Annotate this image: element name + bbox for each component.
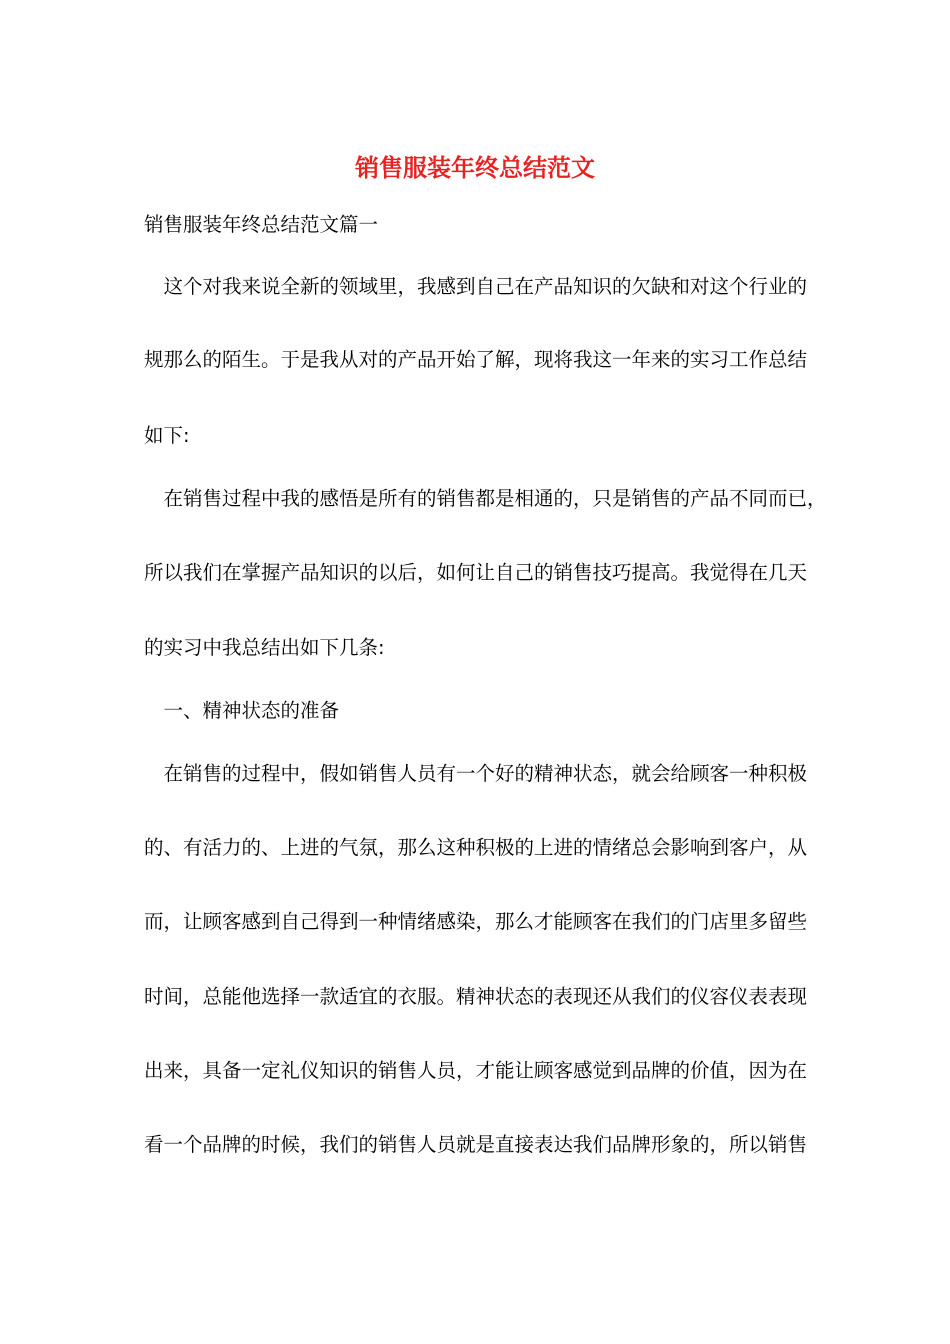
section-heading: 销售服装年终总结范文篇一 [144,213,379,236]
body-line-5: 所以我们在掌握产品知识的以后，如何让自己的销售技巧提高。我觉得在几天 [144,561,808,584]
body-line-4: 在销售过程中我的感悟是所有的销售都是相通的，只是销售的产品不同而已， [144,487,827,510]
body-line-7: 一、精神状态的准备 [144,699,340,722]
document-title: 销售服装年终总结范文 [355,154,595,182]
body-line-2: 规那么的陌生。于是我从对的产品开始了解，现将我这一年来的实习工作总结 [144,348,808,371]
body-line-8: 在销售的过程中，假如销售人员有一个好的精神状态，就会给顾客一种积极 [144,762,808,785]
body-line-6: 的实习中我总结出如下几条: [144,636,385,659]
body-line-3: 如下: [144,424,190,447]
body-line-13: 看一个品牌的时候，我们的销售人员就是直接表达我们品牌形象的，所以销售 [144,1133,808,1156]
body-line-1: 这个对我来说全新的领域里，我感到自己在产品知识的欠缺和对这个行业的 [144,275,808,298]
body-line-9: 的、有活力的、上进的气氛，那么这种积极的上进的情绪总会影响到客户，从 [144,836,808,859]
body-line-11: 时间，总能他选择一款适宜的衣服。精神状态的表现还从我们的仪容仪表表现 [144,985,808,1008]
body-line-10: 而，让顾客感到自己得到一种情绪感染，那么才能顾客在我们的门店里多留些 [144,910,808,933]
body-line-12: 出来，具备一定礼仪知识的销售人员，才能让顾客感觉到品牌的价值，因为在 [144,1059,808,1082]
